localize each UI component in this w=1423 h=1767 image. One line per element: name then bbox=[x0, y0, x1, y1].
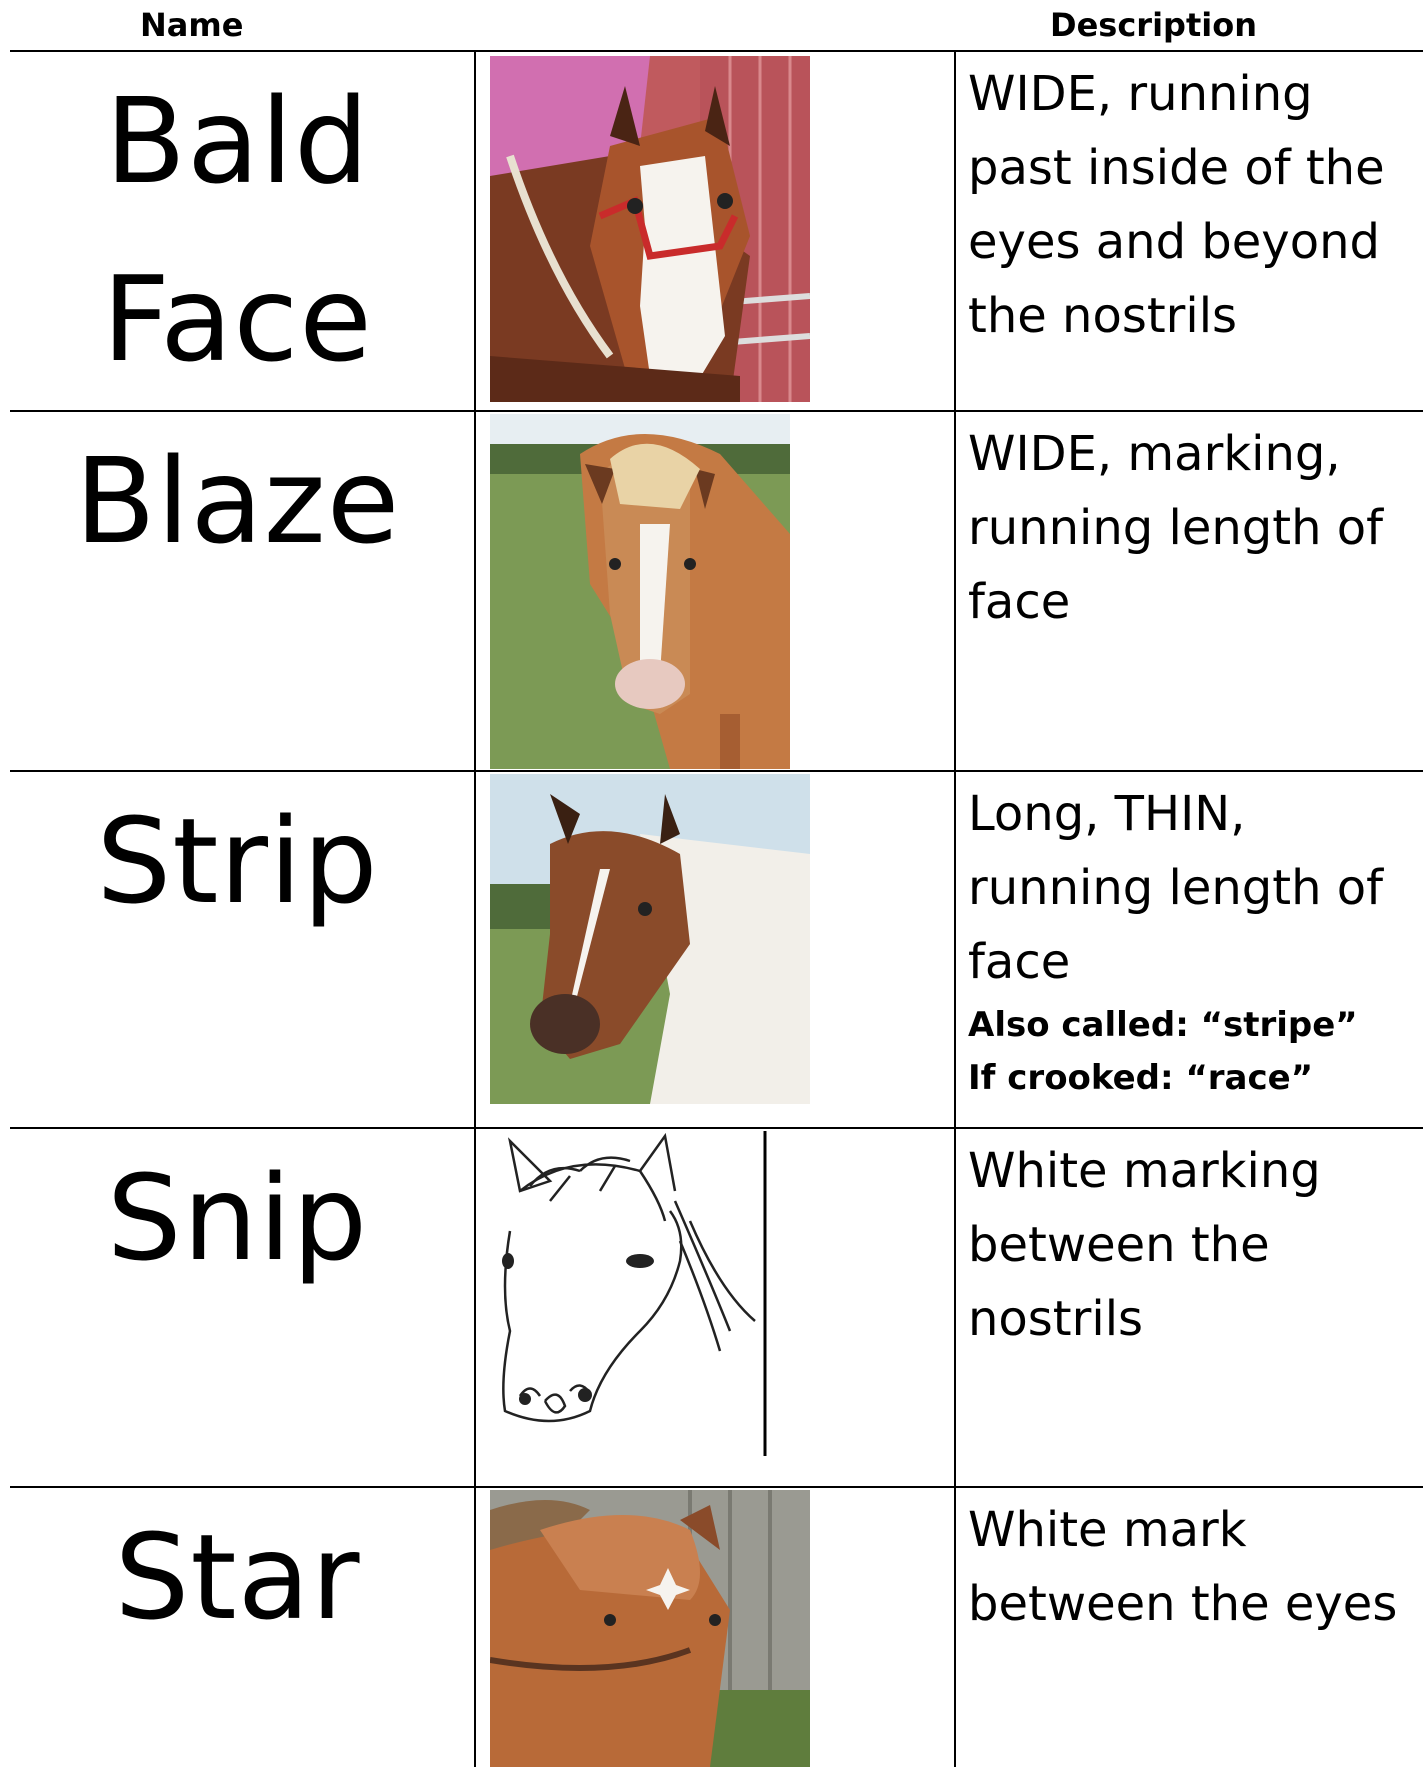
horse-strip-photo bbox=[490, 774, 810, 1104]
marking-name bbox=[10, 412, 465, 590]
marking-name bbox=[10, 1129, 465, 1307]
marking-name bbox=[10, 772, 465, 950]
marking-name-line: Snip bbox=[106, 1149, 369, 1287]
horse-bald-face-photo bbox=[490, 56, 810, 402]
marking-name bbox=[10, 52, 465, 408]
marking-note: If crooked: “race” bbox=[968, 1058, 1314, 1098]
marking-name-line: Bald bbox=[105, 72, 370, 210]
column-divider bbox=[474, 52, 476, 1767]
marking-name bbox=[10, 1488, 465, 1666]
horse-star-photo bbox=[490, 1490, 810, 1767]
column-header-name: Name bbox=[140, 6, 244, 44]
marking-description: White marking between the nostrils bbox=[968, 1143, 1321, 1347]
marking-description-text: Long, THIN, running length of face bbox=[968, 786, 1384, 990]
marking-description: WIDE, marking, running length of face bbox=[968, 426, 1384, 630]
marking-description: WIDE, running past inside of the eyes and beyond the nostrils bbox=[968, 66, 1385, 344]
column-header-description: Description bbox=[1050, 6, 1257, 44]
marking-note: Also called: “stripe” bbox=[968, 1005, 1358, 1045]
marking-description: White mark between the eyes bbox=[968, 1502, 1398, 1632]
marking-name-line: Blaze bbox=[74, 432, 401, 570]
column-divider bbox=[954, 52, 956, 1767]
horse-snip-sketch bbox=[490, 1131, 770, 1456]
marking-name-line: Strip bbox=[96, 792, 379, 930]
marking-name-line: Face bbox=[102, 250, 373, 388]
horse-blaze-photo bbox=[490, 414, 790, 769]
marking-description bbox=[968, 777, 1418, 1105]
marking-name-line: Star bbox=[114, 1508, 361, 1646]
